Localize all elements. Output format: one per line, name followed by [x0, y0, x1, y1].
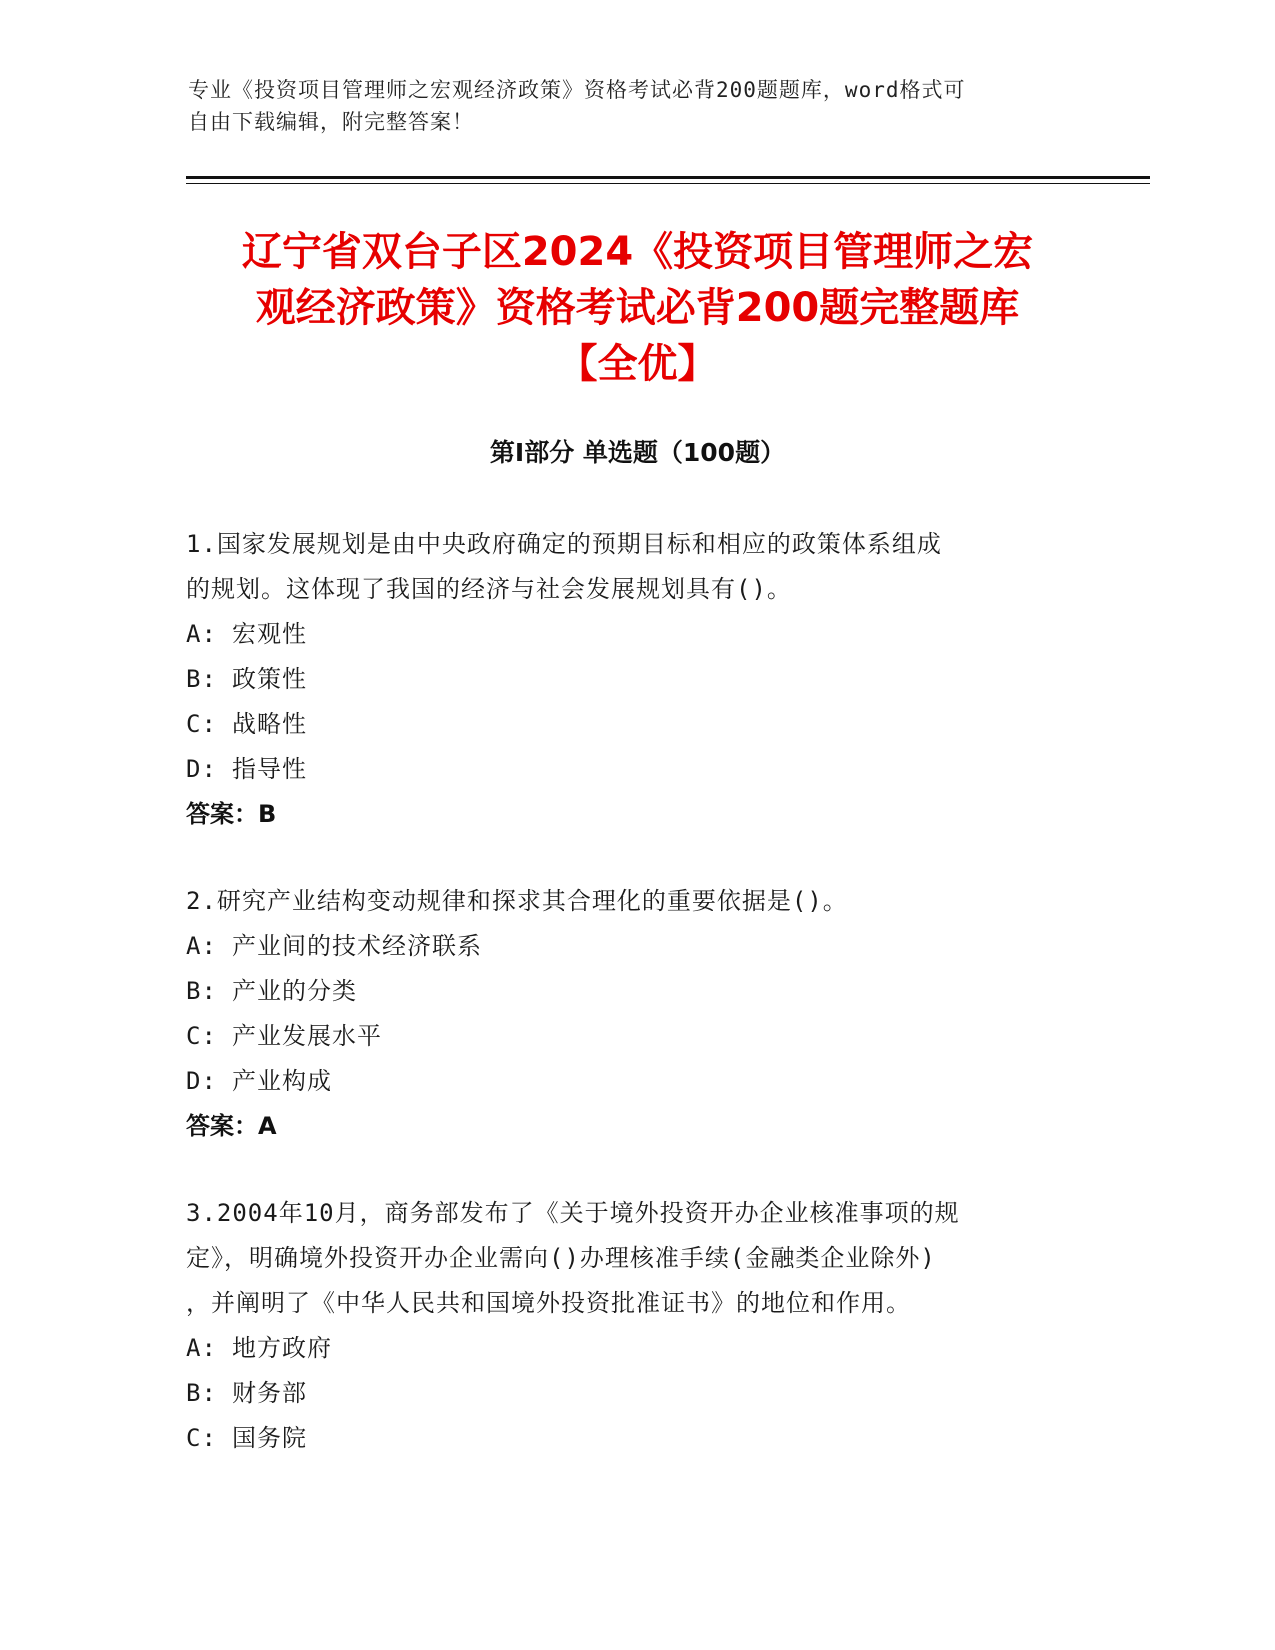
- question-stem-line: 1.国家发展规划是由中央政府确定的预期目标和相应的政策体系组成: [186, 530, 942, 558]
- question-stem-line: ，并阐明了《中华人民共和国境外投资批准证书》的地位和作用。: [186, 1289, 911, 1317]
- option-text: 战略性: [232, 710, 307, 738]
- option-text: 产业间的技术经济联系: [232, 932, 482, 960]
- option-letter: B:: [186, 665, 217, 693]
- question-option-b: [186, 1371, 1086, 1416]
- question-2: [186, 879, 1086, 1149]
- option-letter: C:: [186, 1424, 217, 1452]
- question-answer: 答案：B: [186, 800, 277, 828]
- option-letter: D:: [186, 1067, 217, 1095]
- option-text: 宏观性: [232, 620, 307, 648]
- header-note-line-2: 自由下载编辑，附完整答案！: [188, 110, 474, 134]
- question-1: [186, 522, 1086, 837]
- option-letter: C:: [186, 1022, 217, 1050]
- option-text: 产业的分类: [232, 977, 357, 1005]
- header-rule-thin: [186, 183, 1150, 184]
- option-letter: B:: [186, 977, 217, 1005]
- option-letter: B:: [186, 1379, 217, 1407]
- question-stem-line: 定》，明确境外投资开办企业需向()办理核准手续(金融类企业除外): [186, 1244, 936, 1272]
- question-list: [186, 522, 1086, 1503]
- question-option-b: [186, 969, 1086, 1014]
- question-3: [186, 1191, 1086, 1461]
- document-title: [150, 224, 1125, 392]
- question-option-c: [186, 1416, 1086, 1461]
- document-title-line-1: 辽宁省双台子区2024《投资项目管理师之宏: [241, 229, 1034, 275]
- question-option-c: [186, 702, 1086, 747]
- option-text: 地方政府: [232, 1334, 332, 1362]
- option-text: 产业发展水平: [232, 1022, 382, 1050]
- option-text: 国务院: [232, 1424, 307, 1452]
- option-text: 指导性: [232, 755, 307, 783]
- document-title-line-3: 【全优】: [557, 341, 718, 387]
- question-option-a: [186, 924, 1086, 969]
- question-option-c: [186, 1014, 1086, 1059]
- question-option-b: [186, 657, 1086, 702]
- document-title-line-2: 观经济政策》资格考试必背200题完整题库: [255, 285, 1020, 331]
- option-letter: D:: [186, 755, 217, 783]
- option-text: 政策性: [232, 665, 307, 693]
- section-title: 第Ⅰ部分 单选题（100题）: [489, 438, 786, 467]
- question-option-d: [186, 747, 1086, 792]
- header-note-line-1: 专业《投资项目管理师之宏观经济政策》资格考试必背200题题库，word格式可: [188, 78, 966, 102]
- question-stem-line: 2.研究产业结构变动规律和探求其合理化的重要依据是()。: [186, 887, 848, 915]
- option-letter: C:: [186, 710, 217, 738]
- question-stem-line: 的规划。这体现了我国的经济与社会发展规划具有()。: [186, 575, 792, 603]
- option-letter: A:: [186, 932, 217, 960]
- question-stem-line: 3.2004年10月，商务部发布了《关于境外投资开办企业核准事项的规: [186, 1199, 960, 1227]
- option-letter: A:: [186, 1334, 217, 1362]
- question-option-a: [186, 1326, 1086, 1371]
- question-option-d: [186, 1059, 1086, 1104]
- question-answer: 答案：A: [186, 1112, 277, 1140]
- header-rule-thick: [186, 176, 1150, 179]
- question-option-a: [186, 612, 1086, 657]
- header-note: [188, 74, 1068, 138]
- option-text: 财务部: [232, 1379, 307, 1407]
- option-text: 产业构成: [232, 1067, 332, 1095]
- option-letter: A:: [186, 620, 217, 648]
